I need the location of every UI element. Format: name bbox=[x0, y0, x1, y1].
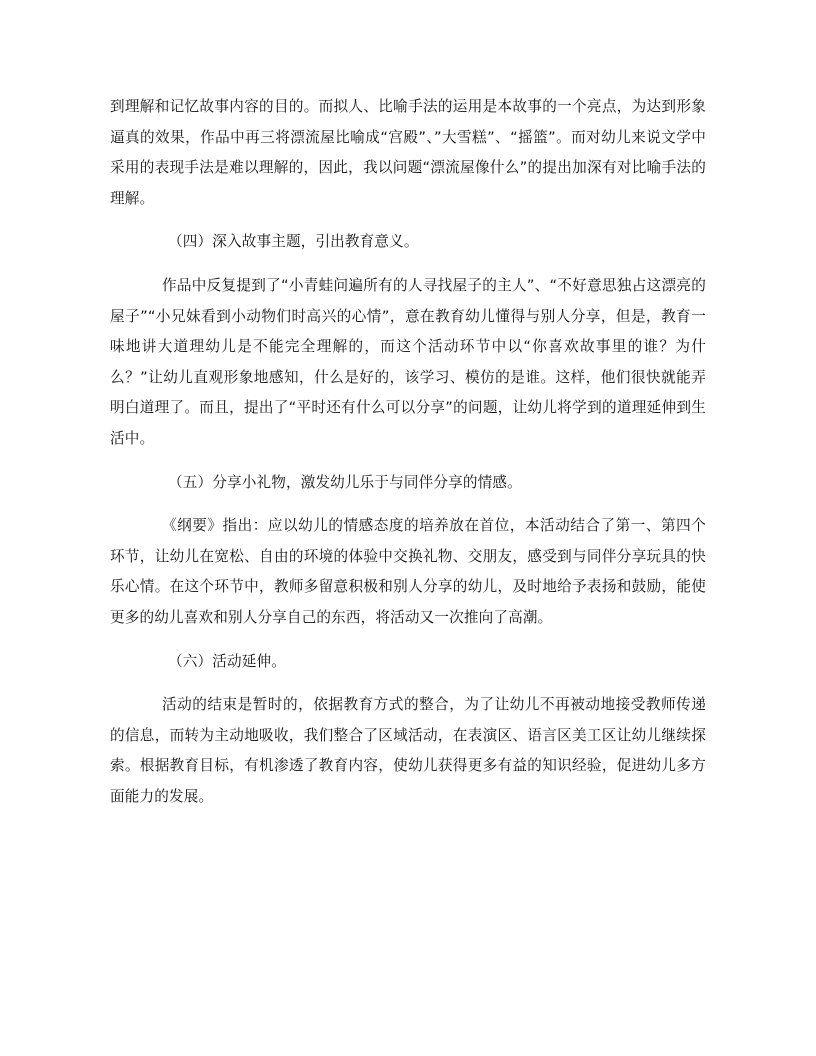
section-heading-five: （五）分享小礼物，激发幼儿乐于与同伴分享的情感。 bbox=[168, 473, 522, 491]
paragraph-section-five: 《纲要》指出：应以幼儿的情感态度的培养放在首位，本活动结合了第一、第四个环节，让幼儿在宽松、自由的环境的体验中交换礼物、交朋友，感受到与同伴分享玩具的快乐心情。在这个环节中，教师多留意积极和别人分享的幼儿，及时地给予表扬和鼓励，能使更多的幼儿喜欢和别人分享自己的东西，将活动又一次推向了高潮。 bbox=[110, 517, 706, 626]
paragraph-continuation: 到理解和记忆故事内容的目的。而拟人、比喻手法的运用是本故事的一个亮点，为达到形象逼真的效果，作品中再三将漂流屋比喻成“宫殿”、”大雪糕”、“摇篮”。而对幼儿来说文学中采用的表现手法是难以理解的，因此，我以问题“漂流屋像什么”的提出加深有对比喻手法的理解。 bbox=[110, 98, 706, 207]
document-body bbox=[110, 92, 706, 812]
paragraph-section-six: 活动的结束是暂时的，依据教育方式的整合，为了让幼儿不再被动地接受教师传递的信息，而转为主动地吸收，我们整合了区域活动，在表演区、语言区美工区让幼儿继续探索。根据教育目标，有机渗透了教育内容，使幼儿获得更多有益的知识经验，促进幼儿多方面能力的发展。 bbox=[110, 696, 706, 805]
section-heading-six: （六）活动延伸。 bbox=[168, 652, 286, 670]
paragraph-section-four: 作品中反复提到了“小青蛙问遍所有的人寻找屋子的主人”、“不好意思独占这漂亮的屋子”“小兄妹看到小动物们时高兴的心情”，意在教育幼儿懂得与别人分享，但是，教育一味地讲大道理幼儿是不能完全理解的，而这个活动环节中以“你喜欢故事里的谁？为什么？”让幼儿直观形象地感知，什么是好的，该学习、模仿的是谁。这样，他们很快就能弄明白道理了。而且，提出了“平时还有什么可以分享”的问题，让幼儿将学到的道理延伸到生活中。 bbox=[110, 276, 706, 447]
section-heading-four: （四）深入故事主题，引出教育意义。 bbox=[168, 233, 419, 251]
